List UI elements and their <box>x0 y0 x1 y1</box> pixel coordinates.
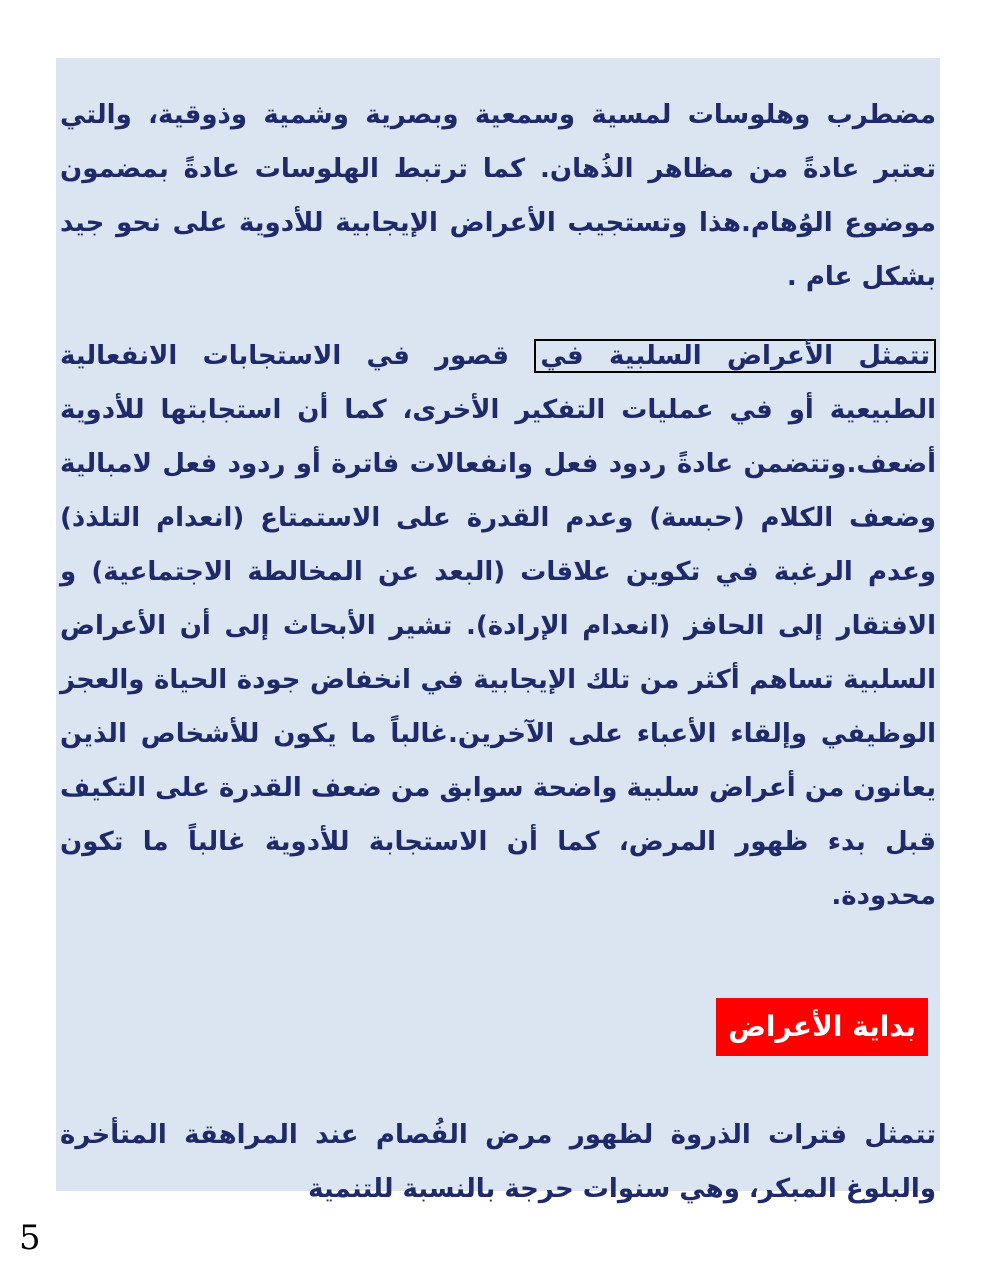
paragraph-negative-symptoms-text: قصور في الاستجابات الانفعالية الطبيعية أو في عمليات التفكير الأخرى، كما أن استجابتها للأدوية أضعف.وتتضمن عادةً ردود فعل وانفعالات فاترة أو ردود فعل لامبالية وضعف الكلام (حبسة) وعدم القدرة على الاستمتاع (انعدام التلذذ) وعدم الرغبة في تكوين علاقات (البعد عن المخالطة الاجتماعية) و الافتقار إلى الحافز (انعدام الإرادة). تشير الأبحاث إلى أن الأعراض السلبية تساهم أكثر من تلك الإيجابية في انخفاض جودة الحياة والعجز الوظيفي وإلقاء الأعباء على الآخرين.غالباً ما يكون للأشخاص الذين يعانون من أعراض سلبية واضحة سوابق من ضعف القدرة على التكيف قبل بدء ظهور المرض، كما أن الاستجابة للأدوية غالباً ما تكون محدودة. <box>60 341 936 911</box>
page-number: 5 <box>19 1218 41 1258</box>
paragraph-positive-symptoms: مضطرب وهلوسات لمسية وسمعية وبصرية وشمية وذوقية، والتي تعتبر عادةً من مظاهر الذُهان. كما ترتبط الهلوسات عادةً بمضمون موضوع الوُهام.هذا وتستجيب الأعراض الإيجابية للأدوية على نحو جيد بشكل عام . <box>60 100 936 292</box>
section-heading: بداية الأعراض <box>716 998 928 1056</box>
paragraph-negative-symptoms <box>60 329 936 923</box>
boxed-phrase: تتمثل الأعراض السلبية في <box>534 339 936 373</box>
paragraph-onset: تتمثل فترات الذروة لظهور مرض الفُصام عند المراهقة المتأخرة والبلوغ المبكر، وهي سنوات حرجة بالنسبة للتنمية <box>60 1120 936 1204</box>
